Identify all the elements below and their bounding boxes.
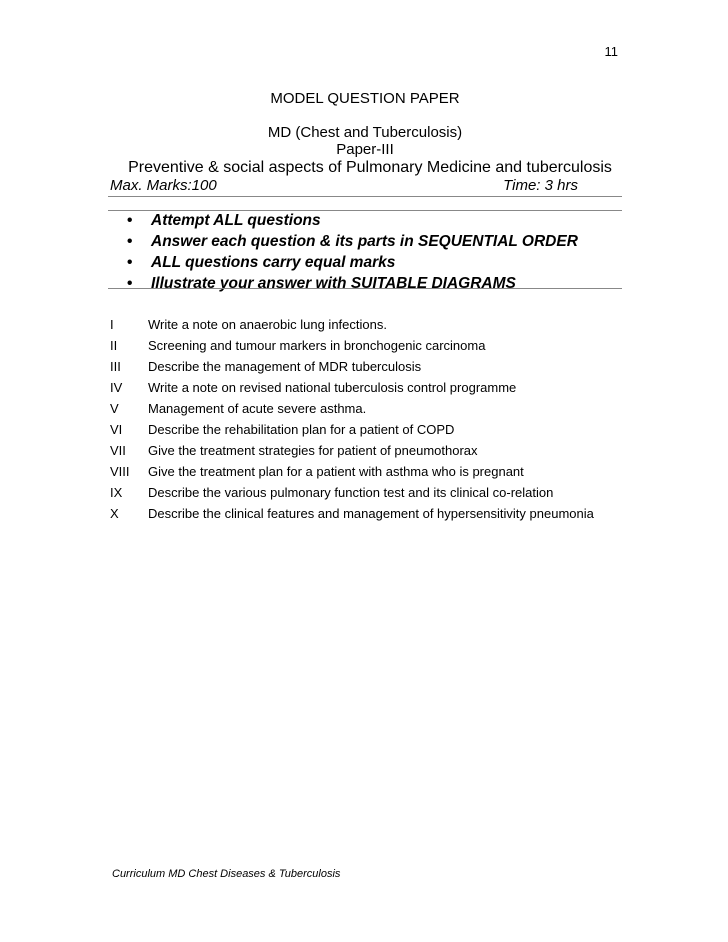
- page-number: 11: [604, 44, 618, 59]
- max-marks: Max. Marks:100: [110, 177, 217, 194]
- question-text: Give the treatment strategies for patient of pneumothorax: [148, 443, 478, 458]
- question-number: III: [110, 359, 121, 374]
- question-text: Describe the various pulmonary function test and its clinical co-relation: [148, 485, 554, 500]
- instruction-item: • Illustrate your answer with SUITABLE DIAGRAMS: [127, 275, 516, 292]
- divider-top: [108, 196, 622, 197]
- question-text: Describe the rehabilitation plan for a patient of COPD: [148, 422, 455, 437]
- bullet-icon: •: [127, 212, 133, 229]
- subject-title: Preventive & social aspects of Pulmonary Medicine and tuberculosis: [128, 159, 612, 176]
- question-text: Write a note on revised national tuberculosis control programme: [148, 380, 517, 395]
- page-footer: Curriculum MD Chest Diseases & Tuberculosis: [112, 868, 341, 880]
- question-number: VI: [110, 422, 123, 437]
- bullet-icon: •: [127, 275, 133, 292]
- question-number: V: [110, 401, 119, 416]
- question-number: VII: [110, 443, 126, 458]
- degree-title: MD (Chest and Tuberculosis): [267, 124, 463, 141]
- question-text: Write a note on anaerobic lung infections.: [148, 317, 387, 332]
- bullet-icon: •: [127, 254, 133, 271]
- question-text: Describe the management of MDR tuberculosis: [148, 359, 422, 374]
- question-number: I: [110, 317, 114, 332]
- question-text: Screening and tumour markers in bronchogenic carcinoma: [148, 338, 486, 353]
- instructions-list: [125, 210, 578, 294]
- question-number: II: [110, 338, 118, 353]
- question-text: Describe the clinical features and management of hypersensitivity pneumonia: [148, 506, 594, 521]
- paper-number: Paper-III: [336, 141, 394, 158]
- instruction-item: • ALL questions carry equal marks: [127, 254, 396, 271]
- divider-instructions-bottom: [108, 288, 622, 289]
- question-number: X: [110, 506, 119, 521]
- question-text: Management of acute severe asthma.: [148, 401, 367, 416]
- question-number: IX: [110, 485, 123, 500]
- question-number: IV: [110, 380, 123, 395]
- question-number: VIII: [110, 464, 130, 479]
- question-text: Give the treatment plan for a patient with asthma who is pregnant: [148, 464, 524, 479]
- instruction-item: • Attempt ALL questions: [127, 212, 321, 229]
- marks-time-row: [110, 177, 578, 194]
- exam-time: Time: 3 hrs: [503, 177, 578, 194]
- page-title: MODEL QUESTION PAPER: [270, 90, 460, 107]
- instruction-item: • Answer each question & its parts in SEQUENTIAL ORDER: [127, 233, 578, 250]
- bullet-icon: •: [127, 233, 133, 250]
